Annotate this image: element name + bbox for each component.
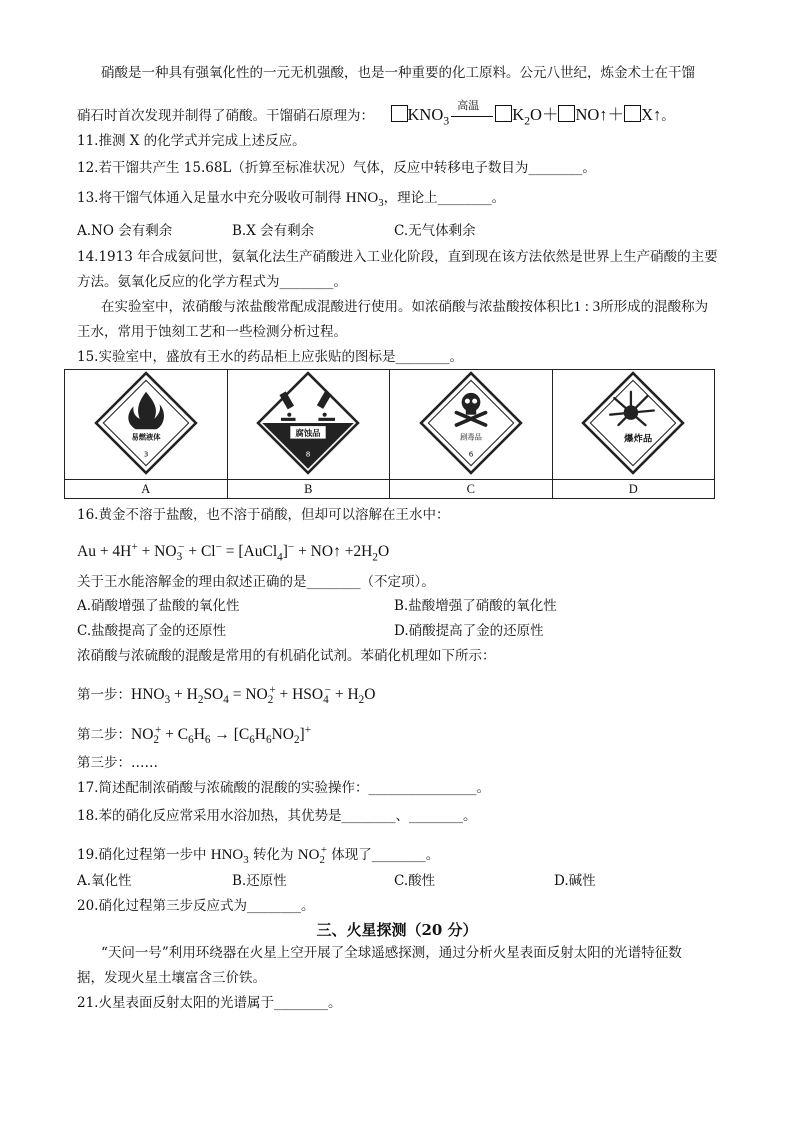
hazard-b-class: 8 — [305, 448, 311, 458]
hazard-d-text: 爆炸品 — [624, 433, 653, 445]
intro-line-1: 硝酸是一种具有强氧化性的一元无机强酸，也是一种重要的化工原料。公元八世纪，炼金术士在干馏 — [101, 65, 695, 81]
hazard-c-class: 6 — [468, 448, 474, 458]
question-15: 15.实验室中，盛放有王水的药品柜上应张贴的图标是________。 — [77, 349, 463, 365]
hazard-a-class: 3 — [143, 448, 149, 458]
coefficient-box — [495, 105, 512, 122]
mars-intro-line-2: 据，发现火星土壤富含三价铁。 — [77, 970, 266, 986]
q13-option-c: C.无气体剩余 — [394, 223, 476, 239]
hazard-a-text: 易燃液体 — [131, 432, 161, 442]
q16-option-c: C.盐酸提高了金的还原性 — [77, 623, 227, 639]
mars-intro-line-1: “天问一号”利用环绕器在火星上空开展了全球遥感探测，通过分析火星表面反射太阳的光谱特征数 — [101, 945, 682, 961]
coefficient-box — [624, 105, 641, 122]
step-1: 第一步：$HNO_3 + H_2SO_4 = NO_2^+ + HSO_4^- + H_2O$ — [77, 684, 376, 707]
reaction-condition: 高温 — [449, 100, 495, 130]
hazard-cell-b — [227, 370, 390, 480]
coefficient-box — [391, 105, 408, 122]
corrosive-icon — [256, 371, 360, 475]
aqua-regia-line-2: 王水，常用于蚀刻工艺和一些检测分析过程。 — [77, 324, 347, 340]
question-12: 12.若干馏共产生 15.68L（折算至标准状况）气体，反应中转移电子数目为________。 — [77, 160, 596, 176]
question-16: 16.黄金不溶于盐酸，也不溶于硝酸，但却可以溶解在王水中： — [77, 507, 450, 523]
intro-line-2: 硝石时首次发现并制得了硝酸。干馏硝石原理为： $KNO_3$ 高温 $K_2O+$ NO↑＋ X↑。 — [77, 100, 675, 130]
q13-option-b: B.X 会有剩余 — [232, 223, 315, 239]
aqua-regia-line-1: 在实验室中，浓硝酸与浓盐酸常配成混酸进行使用。如浓硝酸与浓盐酸按体积比1 : 3所形成的混酸称为 — [101, 299, 709, 315]
toxic-icon — [419, 371, 523, 475]
question-21: 21.火星表面反射太阳的光谱属于________。 — [77, 995, 342, 1011]
q19-option-d: D.碱性 — [554, 873, 596, 889]
q19-option-c: C.酸性 — [394, 873, 436, 889]
section-3-heading: 三、火星探测（20 分） — [316, 921, 478, 939]
hazard-label-c: C — [390, 480, 553, 499]
question-18: 18.苯的硝化反应常采用水浴加热，其优势是________、________。 — [77, 808, 477, 824]
step-2: 第二步：$NO_2^+ + C_6H_6 \to [C_6H_6NO_2]^+$ — [77, 724, 312, 747]
hazard-b-text: 腐蚀品 — [295, 427, 321, 438]
question-16-stem: 关于王水能溶解金的理由叙述正确的是________（不定项）。 — [77, 574, 435, 590]
hazard-label-b: B — [227, 480, 390, 499]
hazard-cell-a — [65, 370, 228, 480]
q19-option-a: A.氧化性 — [77, 873, 132, 889]
step-3: 第三步：…… — [77, 755, 158, 771]
question-20: 20.硝化过程第三步反应式为________。 — [77, 898, 315, 914]
question-17: 17.简述配制浓硝酸与浓硫酸的混酸的实验操作：________________。 — [77, 780, 490, 796]
hazard-cell-d — [552, 370, 715, 480]
coefficient-box — [558, 105, 575, 122]
question-13: 13.将干馏气体通入足量水中充分吸收可制得 $HNO_3$，理论上________。 — [77, 190, 506, 209]
hazard-label-d: D — [552, 480, 715, 499]
question-11: 11.推测 X 的化学式并完成上述反应。 — [77, 133, 306, 149]
gold-dissolution-equation: $Au + 4H^+ + NO_3^- + Cl^-$ = [AuCl$_4$]− + NO↑ $+2H_2O$ — [77, 541, 390, 564]
hazard-symbol-table — [64, 369, 715, 499]
explosive-icon — [581, 371, 685, 475]
q13-option-a: A.NO 会有剩余 — [77, 223, 173, 239]
question-19: 19.硝化过程第一步中 $HNO_3$ 转化为 $NO_2^+$ 体现了________。 — [77, 844, 440, 866]
q16-option-d: D.硝酸提高了金的还原性 — [394, 623, 544, 639]
q16-option-a: A.硝酸增强了盐酸的氧化性 — [77, 598, 240, 614]
question-14-line-1: 14.1913 年合成氨问世，氨氧化法生产硝酸进入工业化阶段，直到现在该方法依然是世界上生产硝酸的主要 — [77, 249, 718, 265]
dry-distillation-equation: $KNO_3$ 高温 $K_2O+$ NO↑＋ X↑ — [374, 105, 661, 124]
q16-option-b: B.盐酸增强了硝酸的氧化性 — [394, 598, 557, 614]
hazard-label-a: A — [65, 480, 228, 499]
nitration-intro: 浓硝酸与浓硫酸的混酸是常用的有机硝化试剂。苯硝化机理如下所示： — [77, 648, 496, 664]
question-14-line-2: 方法。氨氧化反应的化学方程式为________。 — [77, 274, 347, 290]
hazard-c-text: 剧毒品 — [459, 432, 482, 442]
flammable-liquid-icon — [94, 371, 198, 475]
hazard-cell-c — [390, 370, 553, 480]
q19-option-b: B.还原性 — [232, 873, 287, 889]
